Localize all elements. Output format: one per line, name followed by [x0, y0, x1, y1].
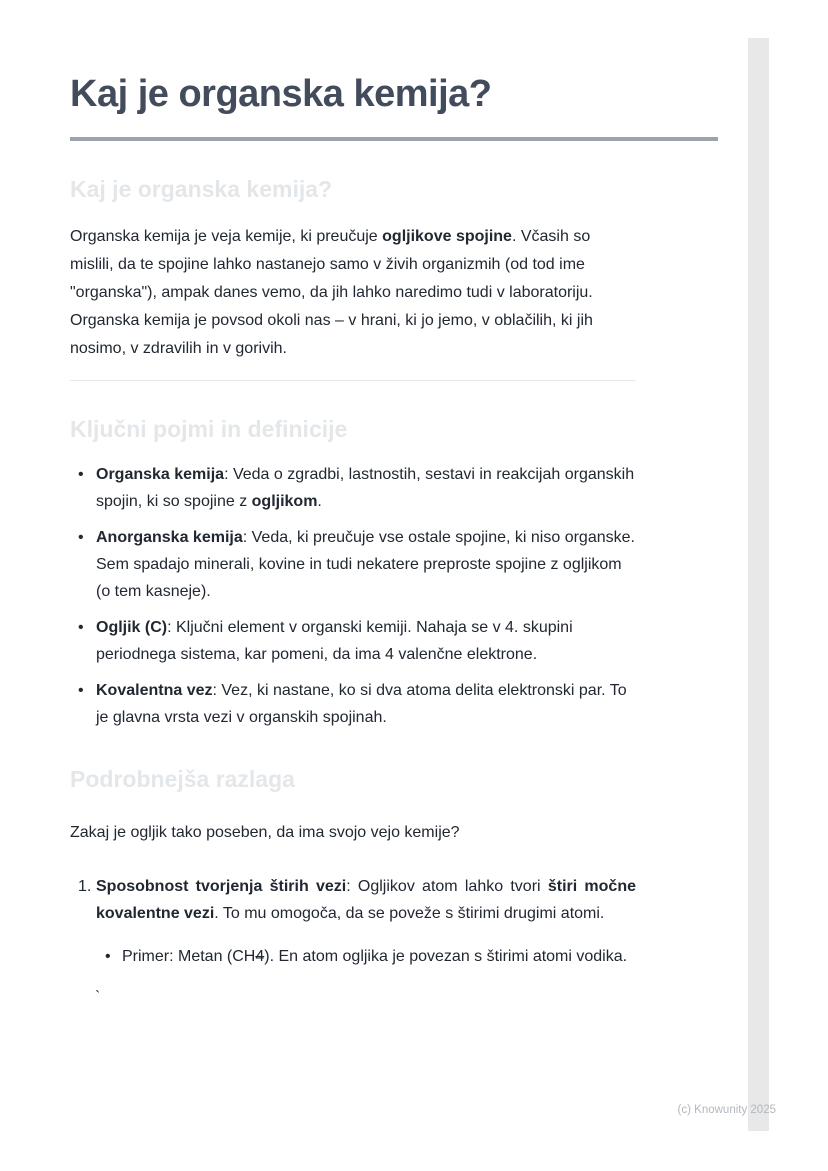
- list-item: [78, 524, 636, 605]
- page-title: Kaj je organska kemija?: [70, 73, 492, 115]
- numbered-item: [78, 873, 636, 970]
- section-divider: [70, 380, 636, 381]
- bullet-icon: •: [105, 948, 111, 965]
- sub-list-item-text: Primer: Metan (CH4). En atom ogljika je povezan s štirimi atomi vodika.: [122, 948, 628, 965]
- list-item-text: Ogljik (C): Ključni element v organski kemiji. Nahaja se v 4. skupini periodnega sistema, kar pomeni, da ima 4 valenčne elektrone.: [96, 619, 573, 663]
- section-heading-key-terms: Ključni pojmi in definicije: [70, 416, 348, 442]
- list-item: [78, 677, 636, 731]
- section-heading-intro: Kaj je organska kemija?: [70, 176, 333, 202]
- list-item-text: Kovalentna vez: Vez, ki nastane, ko si dva atoma delita elektronski par. To je glavna vrsta vezi v organskih spojinah.: [96, 682, 627, 726]
- title-divider: [70, 137, 718, 141]
- stray-backtick: `: [95, 989, 101, 1006]
- bullet-icon: •: [78, 682, 84, 699]
- numbered-item-text: Sposobnost tvorjenja štirih vezi: Ogljikov atom lahko tvori štiri močne kovalentne vezi. To mu omogoča, da se poveže s štirimi drugimi atomi.: [96, 878, 637, 922]
- list-item-text: Anorganska kemija: Veda, ki preučuje vse ostale spojine, ki niso organske. Sem spadajo minerali, kovine in tudi nekatere preproste spojine z ogljikom (o tem kasneje).: [96, 529, 635, 600]
- number-label: 1.: [78, 878, 92, 895]
- details-lead-paragraph: Zakaj je ogljik tako poseben, da ima svojo vejo kemije?: [70, 824, 460, 841]
- right-edge-strip: [748, 38, 769, 1131]
- sub-list-item: [105, 943, 636, 970]
- key-terms-list: [70, 461, 636, 731]
- numbered-item-body: [96, 873, 636, 970]
- sub-list: [96, 943, 636, 970]
- list-item-text: Organska kemija: Veda o zgradbi, lastnostih, sestavi in reakcijah organskih spojin, ki so spojine z ogljikom.: [96, 466, 635, 510]
- bullet-icon: •: [78, 529, 84, 546]
- footer-credit: (c) Knowunity 2025: [677, 1104, 776, 1116]
- list-item: [78, 614, 636, 668]
- section-heading-details: Podrobnejša razlaga: [70, 766, 295, 792]
- bullet-icon: •: [78, 619, 84, 636]
- document-content: [70, 0, 718, 1011]
- numbered-list: [70, 873, 636, 970]
- intro-paragraph: Organska kemija je veja kemije, ki preučuje ogljikove spojine. Včasih so mislili, da te spojine lahko nastanejo samo v živih organizmih (od tod ime "organska"), ampak danes vemo, da jih lahko naredimo tudi v laboratoriju. Organska kemija je povsod okoli nas – v hrani, ki jo jemo, v oblačilih, ki jih nosimo, v zdravilih in v gorivih.: [70, 228, 593, 357]
- bullet-icon: •: [78, 466, 84, 483]
- list-item: [78, 461, 636, 515]
